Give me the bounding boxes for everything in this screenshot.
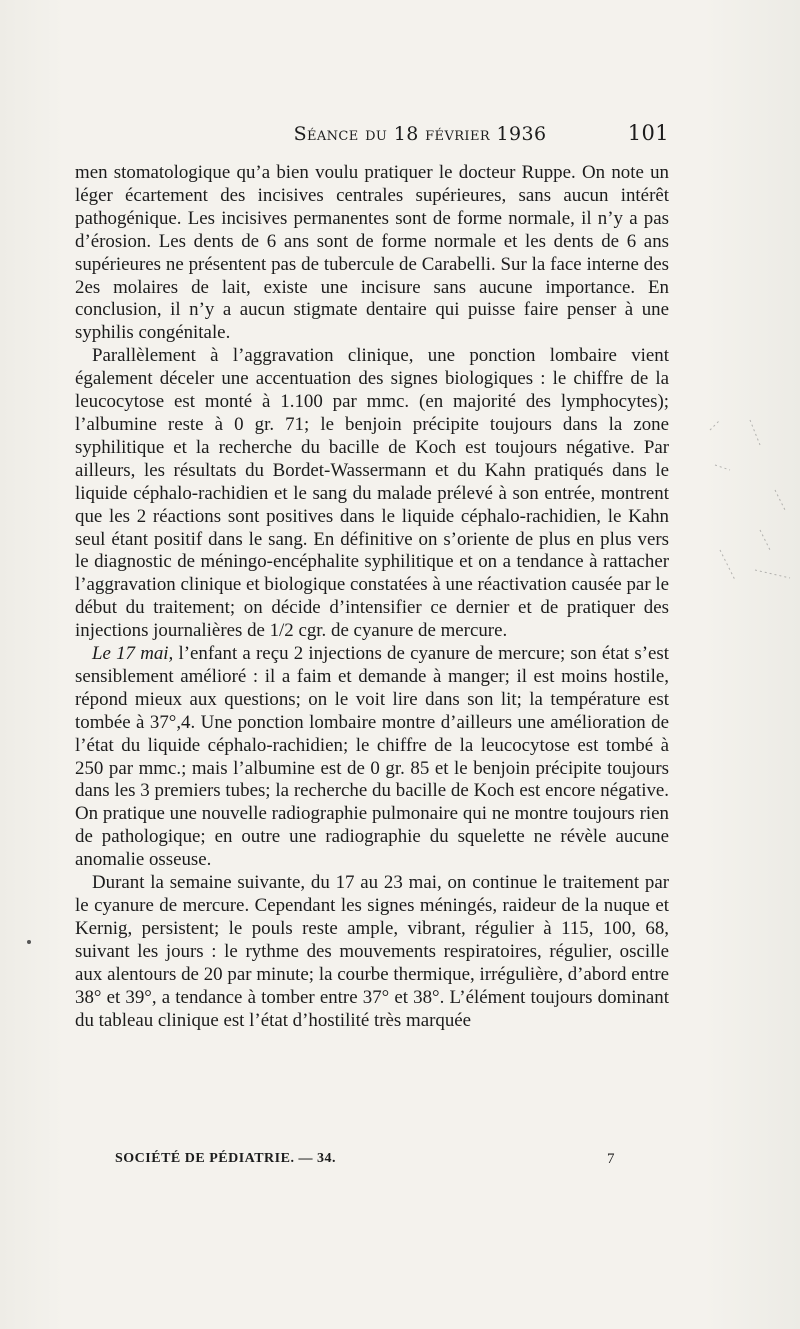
paragraph-2: Parallèlement à l’aggravation clinique, une ponction lombaire vient également déceler une accentuation des signes biologiques : le chiffre de la leucocytose est monté à 1.100 par mmc. (en majorité des lymphocytes); l’albumine reste à 0 gr. 71; le benjoin précipite toujours dans la zone syphilitique et la recherche du bacille de Koch est toujours négative. Par ailleurs, les résultats du Bordet-Wassermann et du Kahn pratiqués dans le liquide céphalo-rachidien et le sang du malade prélevé à son entrée, montrent que les 2 réactions sont positives dans le liquide céphalo-rachidien, le Kahn seul étant positif dans le sang. En définitive on s’oriente de plus en plus vers le diagnostic de méningo-encéphalite syphilitique et on a tendance à rattacher l’aggravation clinique et biologique constatées à une réactivation causée par le début du traitement; on décide d’intensifier ce dernier et de pratiquer des injections journalières de 1/2 cgr. de cyanure de mercure. (75, 345, 669, 642)
paragraph-3-text: l’enfant a reçu 2 injections de cyanure de mercure; son état s’est sensiblement amélioré : il a faim et demande à manger; il est moins hostile, répond mieux aux questions; on le voit lire dans son lit; la température est tombée à 37°,4. Une ponction lombaire montre d’ailleurs une amélioration de l’état du liquide céphalo-rachidien; le chiffre de la leucocytose est tombé à 250 par mmc.; mais l’albumine est de 0 gr. 85 et le benjoin précipite toujours dans les 3 premiers tubes; la recherche du bacille de Koch est encore négative. On pratique une nouvelle radiographie pulmonaire qui ne montre toujours rien de pathologique; en outre une radiographie du squelette ne révèle aucune anomalie osseuse. (75, 643, 669, 871)
page-footer (115, 1151, 615, 1167)
paragraph-3 (75, 643, 669, 872)
signature-mark: 7 (607, 1151, 615, 1167)
paragraph-3-lead: Le 17 mai, (92, 643, 174, 665)
margin-dot (27, 940, 31, 944)
journal-footer: SOCIÉTÉ DE PÉDIATRIE. — 34. (115, 1151, 336, 1166)
running-title: Séance du 18 février 1936 (293, 123, 547, 145)
page-number: 101 (627, 121, 669, 145)
page-header (75, 121, 669, 151)
paragraph-4: Durant la semaine suivante, du 17 au 23 mai, on continue le traitement par le cyanure de mercure. Cependant les signes méningés, raideur de la nuque et Kernig, persistent; le pouls reste ample, vibrant, régulier à 115, 100, 68, suivant les jours : le rythme des mouvements respiratoires, régulier, oscille aux alentours de 20 par minute; la courbe thermique, irrégulière, d’abord entre 38° et 39°, a tendance à tomber entre 37° et 38°. L’élément toujours dominant du tableau clinique est l’état d’hostilité très marquée (75, 872, 669, 1031)
paragraph-1: men stomatologique qu’a bien voulu pratiquer le docteur Ruppe. On note un léger écartement des incisives centrales supérieures, sans aucun intérêt pathogénique. Les incisives permanentes sont de forme normale, il n’y a pas d’érosion. Les dents de 6 ans sont de forme normale et les dents de 6 ans supérieures ne présentent pas de tubercule de Carabelli. Sur la face interne des 2es molaires de lait, existe une incisure sans aucune importance. En conclusion, il n’y a aucun stigmate dentaire qui puisse faire penser à une syphilis congénitale. (75, 162, 669, 344)
body-text (75, 162, 669, 1032)
bleed-through-marks (690, 400, 800, 600)
